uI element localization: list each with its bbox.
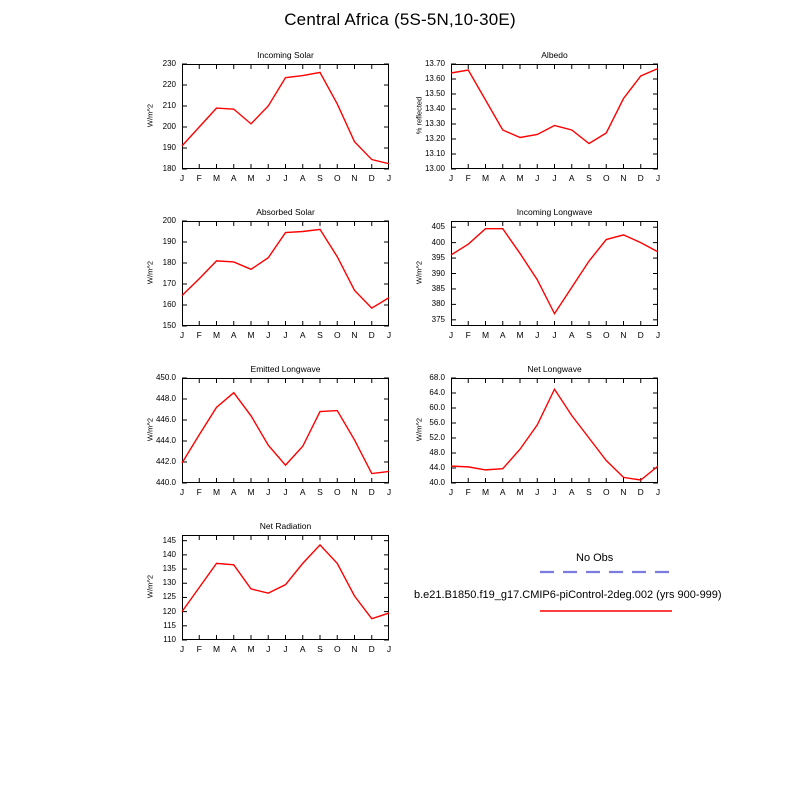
y-axis-label: % reflected (414, 96, 424, 134)
y-tick-label: 444.0 (155, 436, 176, 445)
x-tick-label: J (179, 173, 185, 183)
x-tick-label: M (247, 330, 255, 340)
y-tick-label: 390 (431, 268, 445, 278)
x-tick-label: F (465, 173, 471, 183)
x-tick-label: J (552, 173, 557, 183)
x-tick-label: J (283, 330, 288, 340)
x-tick-label: D (637, 487, 644, 497)
y-tick-label: 210 (162, 101, 176, 110)
x-tick-label: O (333, 487, 341, 497)
y-tick-label: 13.10 (424, 149, 445, 158)
y-tick-label: 13.40 (424, 104, 445, 113)
y-tick-label: 220 (162, 80, 176, 89)
x-tick-label: F (196, 644, 202, 654)
y-tick-label: 190 (162, 143, 176, 152)
x-tick-label: J (448, 173, 454, 183)
x-tick-label: M (212, 487, 221, 497)
series-layer (182, 64, 389, 169)
chart-title: Net Radiation (259, 521, 312, 531)
y-tick-label: 380 (431, 299, 445, 309)
x-tick-label: A (299, 644, 306, 654)
x-tick-label: J (448, 487, 454, 497)
y-tick-label: 13.50 (424, 89, 445, 98)
data-line (451, 229, 658, 314)
chart-panel (414, 207, 661, 340)
legend-model-line (540, 607, 680, 615)
x-tick-label: M (247, 487, 255, 497)
chart-panel (145, 364, 392, 497)
chart-title: Albedo (541, 50, 568, 60)
y-tick-label: 13.00 (424, 164, 445, 173)
data-line (182, 545, 389, 619)
y-tick-label: 180 (162, 258, 176, 267)
x-tick-label: M (481, 487, 490, 497)
legend-model-label: b.e21.B1850.f19_g17.CMIP6-piControl-2deg.002 (yrs 900-999) (414, 589, 722, 601)
y-tick-label: 115 (163, 620, 176, 630)
chart-panel (414, 50, 661, 183)
y-tick-label: 48.0 (429, 448, 445, 457)
x-tick-label: J (386, 487, 392, 497)
y-axis-label: W/m^2 (145, 574, 155, 598)
data-line (182, 393, 389, 474)
x-tick-label: M (212, 173, 221, 183)
y-tick-label: 44.0 (429, 463, 445, 472)
series-layer (451, 221, 658, 326)
series-layer (182, 221, 389, 326)
x-tick-label: A (230, 330, 237, 340)
x-tick-label: D (368, 487, 375, 497)
x-tick-label: N (351, 173, 358, 183)
x-tick-label: A (499, 173, 506, 183)
x-tick-label: S (317, 330, 323, 340)
x-tick-label: A (299, 173, 306, 183)
legend-obs-line (540, 568, 680, 576)
x-tick-label: S (586, 330, 592, 340)
x-tick-label: S (586, 173, 592, 183)
y-tick-label: 400 (431, 237, 445, 247)
x-tick-label: J (386, 173, 392, 183)
x-tick-label: J (655, 330, 661, 340)
x-tick-label: J (386, 330, 392, 340)
y-tick-label: 448.0 (155, 394, 176, 403)
x-tick-label: J (283, 644, 288, 654)
x-tick-label: A (568, 173, 575, 183)
series-layer (451, 64, 658, 169)
y-tick-label: 68.0 (429, 373, 445, 382)
x-tick-label: S (317, 644, 323, 654)
x-tick-label: F (196, 330, 202, 340)
y-tick-label: 135 (162, 564, 176, 574)
x-tick-label: O (333, 173, 341, 183)
y-tick-label: 180 (162, 164, 176, 173)
x-tick-label: J (535, 173, 540, 183)
data-line (182, 72, 389, 163)
y-tick-label: 230 (162, 59, 176, 68)
x-tick-label: J (655, 487, 661, 497)
chart-panel (414, 364, 661, 497)
y-tick-label: 145 (162, 535, 176, 545)
y-axis-label: W/m^2 (414, 260, 424, 284)
y-axis-label: W/m^2 (414, 417, 424, 441)
x-tick-label: M (212, 330, 221, 340)
y-axis-label: W/m^2 (145, 103, 155, 127)
x-tick-label: J (266, 330, 271, 340)
y-tick-label: 110 (163, 635, 176, 644)
y-tick-label: 13.20 (424, 134, 445, 143)
y-tick-label: 375 (431, 314, 445, 324)
y-tick-label: 13.70 (424, 59, 445, 68)
data-line (451, 389, 658, 480)
x-tick-label: M (481, 330, 490, 340)
chart-title: Emitted Longwave (250, 364, 321, 374)
x-tick-label: J (266, 644, 271, 654)
x-tick-label: D (368, 330, 375, 340)
x-tick-label: N (351, 330, 358, 340)
chart-panel (145, 521, 392, 654)
x-tick-label: J (448, 330, 454, 340)
y-tick-label: 130 (162, 578, 176, 588)
x-tick-label: O (602, 173, 610, 183)
x-tick-label: O (602, 487, 610, 497)
x-tick-label: N (620, 487, 627, 497)
y-tick-label: 450.0 (155, 373, 176, 382)
y-tick-label: 446.0 (155, 415, 176, 424)
y-tick-label: 405 (431, 222, 445, 232)
y-tick-label: 64.0 (429, 388, 445, 397)
x-tick-label: D (368, 644, 375, 654)
x-tick-label: A (568, 487, 575, 497)
x-tick-label: A (568, 330, 575, 340)
page-title: Central Africa (5S-5N,10-30E) (284, 10, 516, 29)
x-tick-label: S (317, 487, 323, 497)
x-tick-label: M (212, 644, 221, 654)
y-tick-label: 52.0 (429, 433, 445, 442)
x-tick-label: S (586, 487, 592, 497)
y-tick-label: 385 (431, 283, 445, 293)
chart-panel (145, 50, 392, 183)
y-tick-label: 125 (162, 592, 176, 602)
x-tick-label: F (196, 173, 202, 183)
y-axis-label: W/m^2 (145, 260, 155, 284)
x-tick-label: A (230, 487, 237, 497)
x-tick-label: A (299, 330, 306, 340)
x-tick-label: J (386, 644, 392, 654)
series-layer (182, 378, 389, 483)
x-tick-label: M (247, 644, 255, 654)
y-tick-label: 190 (162, 237, 176, 246)
legend-obs-label: No Obs (576, 552, 614, 564)
y-tick-label: 60.0 (429, 403, 445, 412)
y-tick-label: 200 (162, 122, 176, 131)
y-tick-label: 140 (162, 549, 176, 559)
x-tick-label: A (230, 644, 237, 654)
y-tick-label: 13.60 (424, 74, 445, 83)
y-tick-label: 160 (162, 300, 176, 309)
x-tick-label: O (333, 330, 341, 340)
x-tick-label: J (179, 644, 185, 654)
y-tick-label: 56.0 (429, 418, 445, 427)
x-tick-label: N (351, 644, 358, 654)
x-tick-label: M (516, 173, 524, 183)
x-tick-label: J (283, 487, 288, 497)
x-tick-label: M (247, 173, 255, 183)
x-tick-label: F (465, 487, 471, 497)
x-tick-label: O (602, 330, 610, 340)
chart-title: Incoming Solar (257, 50, 314, 60)
x-tick-label: J (535, 487, 540, 497)
x-tick-label: A (499, 330, 506, 340)
x-tick-label: J (283, 173, 288, 183)
x-tick-label: J (266, 487, 271, 497)
data-line (451, 69, 658, 144)
x-tick-label: J (552, 330, 557, 340)
chart-title: Incoming Longwave (516, 207, 593, 217)
y-tick-label: 200 (162, 216, 176, 225)
y-tick-label: 40.0 (429, 478, 445, 487)
x-tick-label: A (230, 173, 237, 183)
series-layer (182, 535, 389, 640)
data-line (182, 229, 389, 308)
y-tick-label: 442.0 (155, 457, 176, 466)
y-tick-label: 150 (162, 321, 176, 330)
y-tick-label: 13.30 (424, 119, 445, 128)
x-tick-label: D (637, 330, 644, 340)
y-axis-label: W/m^2 (145, 417, 155, 441)
x-tick-label: J (535, 330, 540, 340)
x-tick-label: M (516, 330, 524, 340)
x-tick-label: S (317, 173, 323, 183)
y-tick-label: 440.0 (155, 478, 176, 487)
x-tick-label: D (368, 173, 375, 183)
chart-panel (145, 207, 392, 340)
x-tick-label: M (516, 487, 524, 497)
y-tick-label: 170 (162, 279, 176, 288)
x-tick-label: F (196, 487, 202, 497)
chart-title: Net Longwave (527, 364, 582, 374)
x-tick-label: F (465, 330, 471, 340)
x-tick-label: A (499, 487, 506, 497)
x-tick-label: J (552, 487, 557, 497)
x-tick-label: A (299, 487, 306, 497)
x-tick-label: D (637, 173, 644, 183)
x-tick-label: N (620, 330, 627, 340)
chart-title: Absorbed Solar (256, 207, 315, 217)
x-tick-label: J (179, 487, 185, 497)
x-tick-label: N (620, 173, 627, 183)
x-tick-label: O (333, 644, 341, 654)
x-tick-label: J (179, 330, 185, 340)
x-tick-label: M (481, 173, 490, 183)
x-tick-label: N (351, 487, 358, 497)
x-tick-label: J (655, 173, 661, 183)
y-tick-label: 395 (431, 253, 445, 263)
y-tick-label: 120 (162, 606, 176, 616)
series-layer (451, 378, 658, 483)
x-tick-label: J (266, 173, 271, 183)
